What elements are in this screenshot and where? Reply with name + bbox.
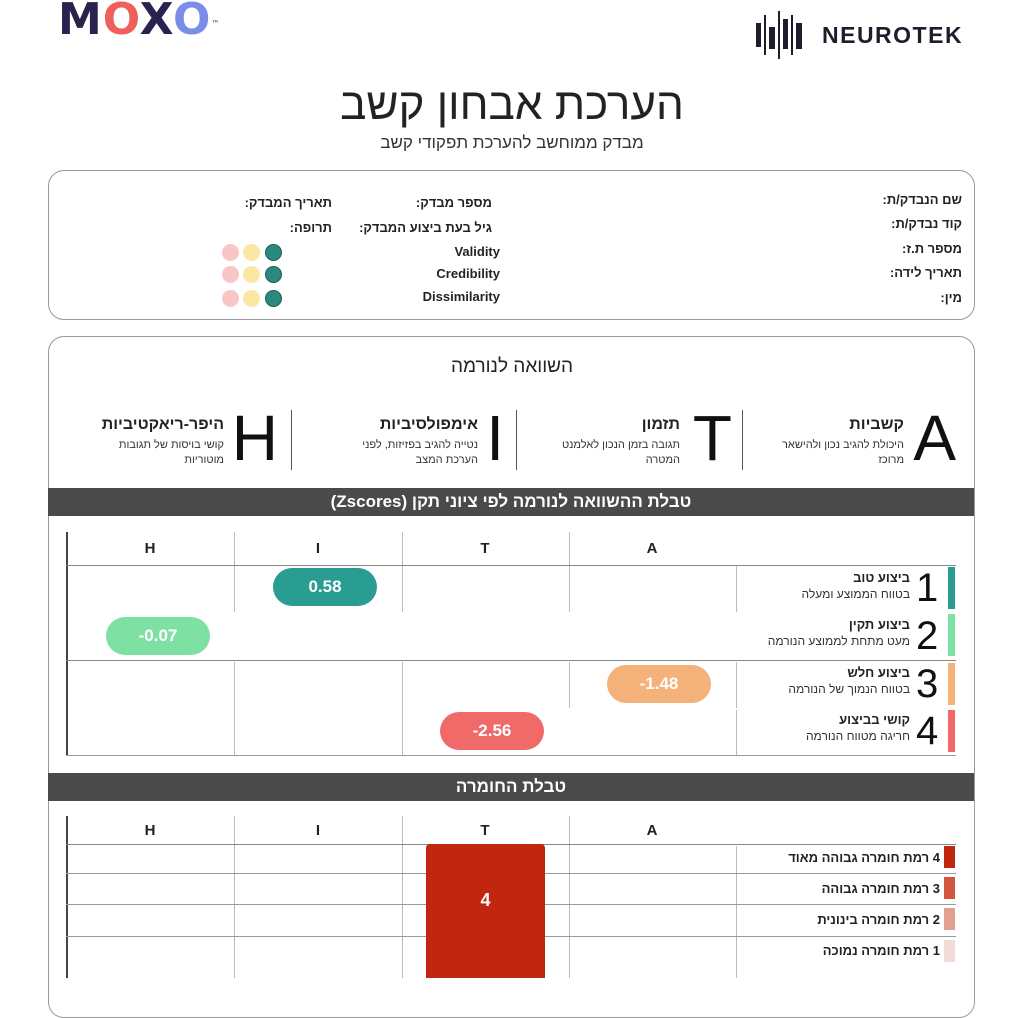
row-number: 4: [916, 709, 939, 753]
moxo-logo-m: M: [58, 0, 103, 45]
category-name-attention: קשביות: [849, 416, 904, 433]
category-letter-i: I: [486, 402, 504, 474]
category-letter-a: A: [913, 402, 956, 474]
category-attention: [750, 404, 960, 474]
neurotek-logo-icon: [754, 9, 806, 61]
table-border: [569, 532, 570, 612]
burden-col-h: H: [144, 822, 156, 839]
table-border: [66, 565, 956, 566]
zscore-col-h: H: [144, 540, 156, 557]
zscore-col-a: A: [646, 540, 658, 557]
row-title: ביצוע חלש: [847, 665, 910, 680]
table-border: [402, 816, 403, 978]
burden-table-title: טבלת החומרה: [48, 773, 974, 801]
dissimilarity-label: Dissimilarity: [422, 289, 500, 304]
zscore-table-title: טבלת ההשוואה לנורמה לפי ציוני תקן (Zscores): [48, 488, 974, 516]
id-number-label: מספר ת.ז:: [902, 241, 962, 256]
norm-comparison-title: השוואה לנורמה: [450, 356, 574, 377]
table-border: [736, 710, 737, 756]
row-number: 2: [916, 614, 939, 658]
row-subtitle: מעט מתחת לממוצע הנורמה: [767, 634, 910, 648]
validity-label: Validity: [454, 244, 500, 259]
burden-level-swatch: [944, 877, 955, 899]
row-color-bar: [948, 663, 955, 705]
moxo-logo-o2: O: [173, 0, 212, 45]
row-subtitle: בטווח הנמוך של הנורמה: [788, 682, 910, 696]
table-border: [736, 846, 737, 978]
burden-level-swatch: [944, 908, 955, 930]
credibility-dot-pink: [222, 266, 239, 283]
category-letter-h: H: [231, 402, 278, 474]
row-color-bar: [948, 567, 955, 609]
row-title: ביצוע טוב: [853, 570, 910, 585]
row-title: קושי בביצוע: [839, 712, 910, 727]
category-name-hyperreactivity: היפר-ריאקטיביות: [101, 416, 224, 433]
table-border: [66, 816, 68, 978]
moxo-logo-o1: O: [102, 0, 140, 45]
table-border: [736, 566, 737, 612]
burden-level-label: 2 רמת חומרה בינונית: [817, 912, 940, 927]
gender-label: מין:: [940, 290, 962, 305]
test-date-label: תאריך המבדק:: [244, 195, 332, 210]
validity-dot-teal: [265, 244, 282, 261]
burden-bar-t: [426, 844, 545, 978]
patient-info-box: [48, 170, 975, 320]
burden-level-swatch: [944, 940, 955, 962]
table-border: [736, 662, 737, 708]
table-border: [66, 660, 956, 661]
credibility-dot-teal: [265, 266, 282, 283]
page-subtitle: מבדק ממוחשב להערכת תפקודי קשב: [380, 133, 644, 152]
category-timing: [524, 404, 736, 474]
dissimilarity-dot-yellow: [243, 290, 260, 307]
validity-dot-yellow: [243, 244, 260, 261]
score-pill-t: -2.56: [440, 712, 544, 750]
score-pill-a: -1.48: [607, 665, 711, 703]
category-impulsivity: [300, 404, 508, 474]
row-subtitle: חריגה מטווח הנורמה: [805, 729, 910, 743]
row-color-bar: [948, 614, 955, 656]
row-subtitle: בטווח הממוצע ומעלה: [801, 587, 910, 601]
medication-label: תרופה:: [289, 220, 332, 235]
row-color-bar: [948, 710, 955, 752]
dissimilarity-dot-pink: [222, 290, 239, 307]
zscore-col-t: T: [480, 540, 490, 557]
patient-name-label: שם הנבדק/ת:: [882, 192, 962, 207]
category-hyperreactivity: [70, 404, 282, 474]
category-name-impulsivity: אימפולסיביות: [379, 416, 478, 433]
category-desc-attention: היכולת להגיב נכון ולהישאר מרוכז: [782, 439, 904, 466]
credibility-dot-yellow: [243, 266, 260, 283]
table-border: [402, 662, 403, 756]
test-number-label: מספר מבדק:: [415, 195, 492, 210]
validity-dot-pink: [222, 244, 239, 261]
table-border: [234, 816, 235, 978]
age-at-test-label: גיל בעת ביצוע המבדק:: [359, 220, 492, 235]
credibility-label: Credibility: [436, 266, 500, 281]
table-border: [569, 816, 570, 978]
moxo-logo: [58, 0, 221, 45]
category-letter-t: T: [692, 402, 732, 474]
burden-col-i: I: [315, 822, 321, 839]
burden-level-swatch: [944, 846, 955, 868]
category-divider: [291, 410, 292, 470]
burden-col-t: T: [480, 822, 490, 839]
burden-level-label: 4 רמת חומרה גבוהה מאוד: [788, 850, 940, 865]
row-number: 3: [916, 662, 939, 706]
row-title: ביצוע תקין: [848, 617, 910, 632]
category-desc-timing: תגובה בזמן הנכון לאלמנט המטרה: [561, 439, 680, 466]
trademark: ™: [211, 19, 221, 28]
category-divider: [516, 410, 517, 470]
burden-bar-value: 4: [480, 890, 491, 910]
category-desc-hyperreactivity: קושי בויסות של תגובות מוטוריות: [118, 439, 224, 466]
category-desc-impulsivity: נטייה להגיב בפזיזות, לפני הערכת המצב: [362, 439, 478, 466]
table-border: [402, 532, 403, 612]
page-title: הערכת אבחון קשב: [340, 80, 684, 129]
score-pill-h: -0.07: [106, 617, 210, 655]
burden-level-label: 3 רמת חומרה גבוהה: [821, 881, 940, 896]
zscore-col-i: I: [315, 540, 321, 557]
moxo-logo-x: X: [139, 0, 173, 45]
table-border: [234, 662, 235, 756]
category-name-timing: תזמון: [641, 416, 680, 433]
row-number: 1: [916, 566, 939, 610]
table-border: [234, 532, 235, 612]
table-border: [569, 662, 570, 708]
category-divider: [742, 410, 743, 470]
dissimilarity-dot-teal: [265, 290, 282, 307]
table-border: [66, 755, 956, 756]
burden-col-a: A: [646, 822, 658, 839]
neurotek-label: NEUROTEK: [822, 22, 964, 48]
burden-level-label: 1 רמת חומרה נמוכה: [822, 943, 940, 958]
patient-code-label: קוד נבדק/ת:: [891, 216, 962, 231]
birth-date-label: תאריך לידה:: [889, 265, 962, 280]
score-pill-i: 0.58: [273, 568, 377, 606]
